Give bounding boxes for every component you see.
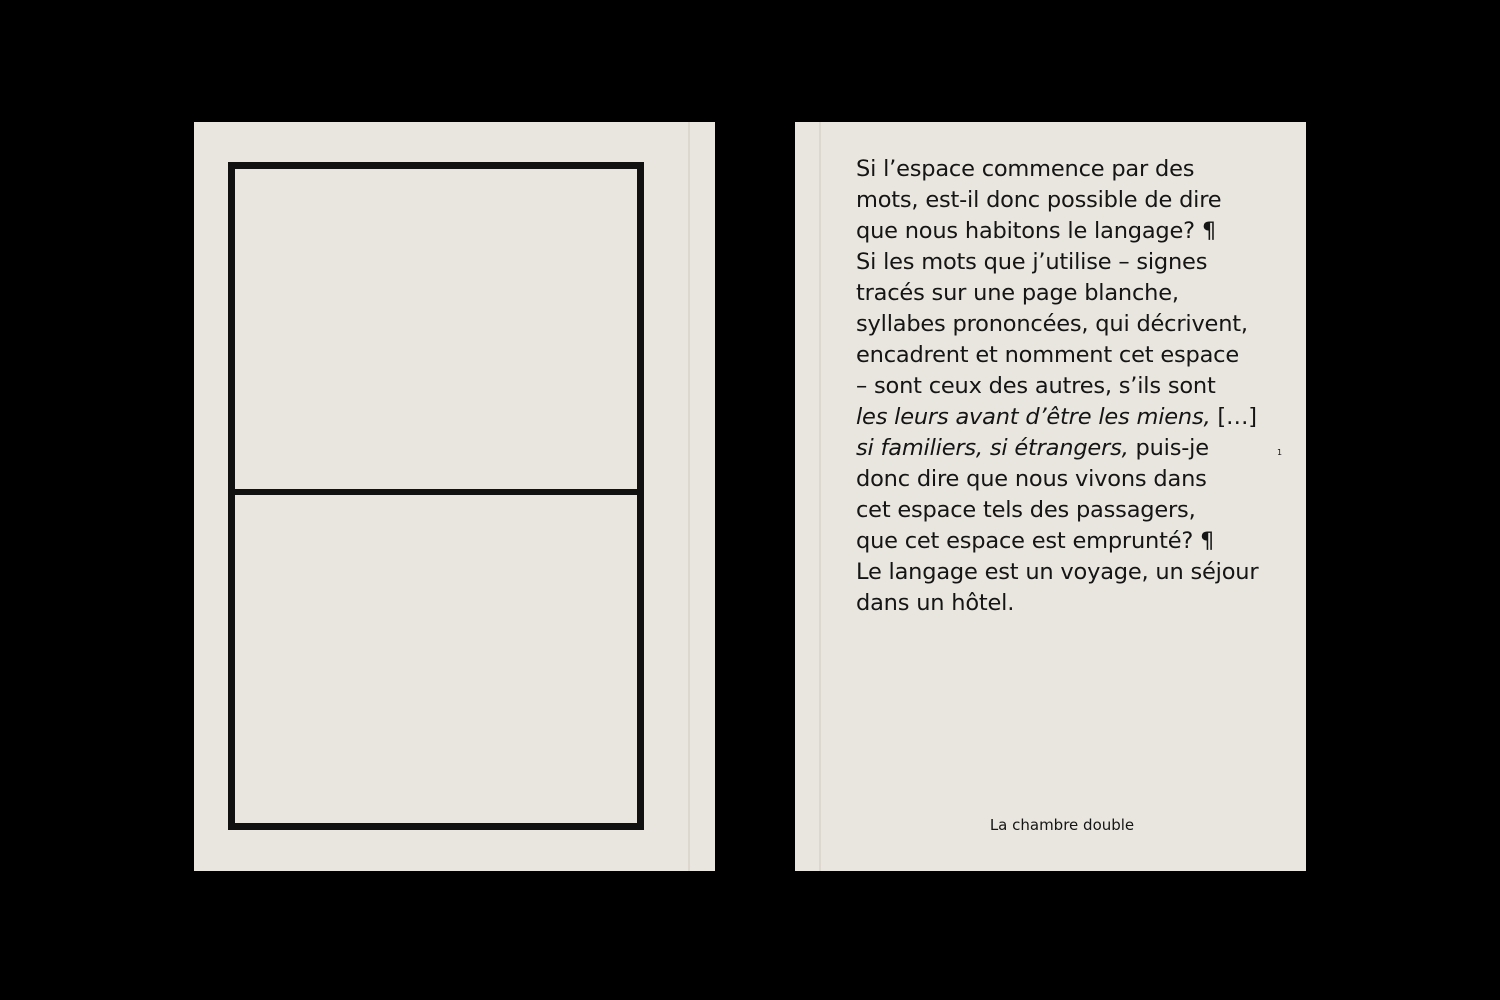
footnote-number: 1 bbox=[1277, 448, 1283, 457]
text-line: Si les mots que j’utilise – signes bbox=[856, 249, 1208, 275]
text-fragment: puis-je bbox=[1128, 435, 1209, 461]
frame-divider bbox=[235, 489, 637, 495]
text-line: que cet espace est emprunté? ¶ bbox=[856, 528, 1215, 554]
text-line-italic bbox=[856, 433, 1276, 464]
text-line: cet espace tels des passagers, bbox=[856, 497, 1196, 523]
cover-fold-line bbox=[688, 122, 690, 871]
text-line: Si l’espace commence par des bbox=[856, 156, 1195, 182]
italic-quote: les leurs avant d’être les miens, bbox=[856, 404, 1211, 430]
front-cover bbox=[194, 122, 715, 871]
text-line: – sont ceux des autres, s’ils sont bbox=[856, 373, 1216, 399]
italic-quote: si familiers, si étrangers, bbox=[856, 435, 1129, 461]
text-line: Le langage est un voyage, un séjour bbox=[856, 559, 1259, 585]
book-title: La chambre double bbox=[989, 816, 1135, 834]
text-line: dans un hôtel. bbox=[856, 590, 1015, 616]
cover-fold-line bbox=[819, 122, 821, 871]
text-line: tracés sur une page blanche, bbox=[856, 280, 1179, 306]
text-line: mots, est-il donc possible de dire bbox=[856, 187, 1222, 213]
back-cover bbox=[795, 122, 1306, 871]
double-room-frame bbox=[228, 162, 644, 830]
text-line: syllabes prononcées, qui décrivent, bbox=[856, 311, 1248, 337]
text-line-italic bbox=[856, 402, 1276, 433]
text-fragment: […] bbox=[1210, 404, 1257, 430]
text-line: encadrent et nomment cet espace bbox=[856, 342, 1239, 368]
text-line: donc dire que nous vivons dans bbox=[856, 466, 1207, 492]
text-line: que nous habitons le langage? ¶ bbox=[856, 218, 1216, 244]
back-cover-text bbox=[856, 154, 1276, 619]
